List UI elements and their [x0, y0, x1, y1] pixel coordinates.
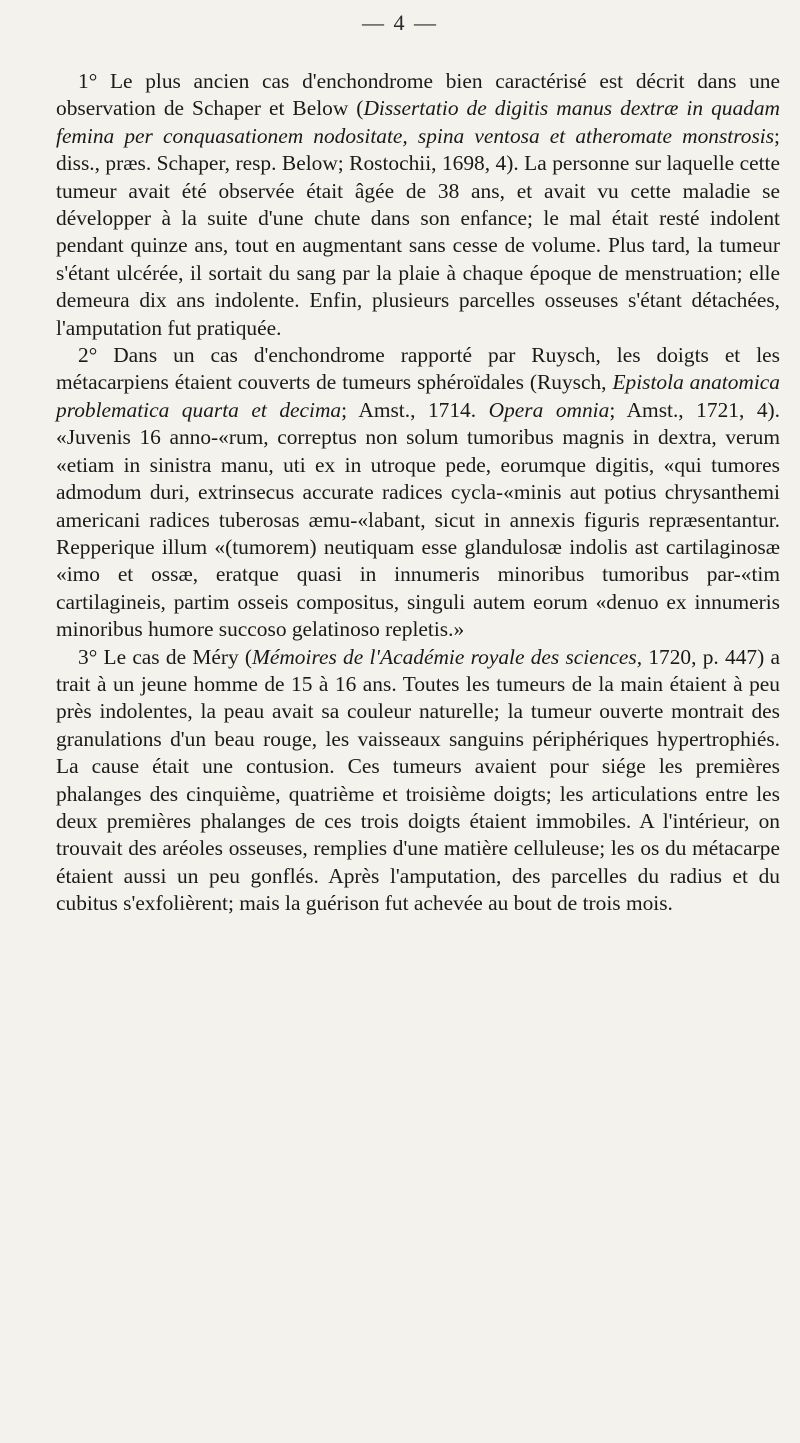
paragraph-1-segment-1: 1° Le plus ancien cas d'enchondrome bien caractérisé est décrit dans une observation de Schaper et Below ( — [56, 69, 780, 121]
paragraph-3-segment-3: 1720, p. 447) a trait à un jeune homme de 15 à 16 ans. Toutes les tumeurs de la main étaient à peu près indolentes, la peau avait sa couleur naturelle; la tumeur ouverte montrait des granulations d'un beau rouge, les vaisseaux sanguins périphériques hypertrophiés. La cause était une contusion. Ces tumeurs avaient pour siége les premières phalanges des cinquième, quatrième et troisième doigts; les articulations entre les deux premières phalanges de ces trois doigts étaient immobiles. A l'intérieur, on trouvait des aréoles osseuses, remplies d'une matière celluleuse; les os du métacarpe étaient aussi un peu gonflés. Après l'amputation, des parcelles du radius et du cubitus s'exfolièrent; mais la guérison fut achevée au bout de trois mois. — [56, 644, 780, 916]
paragraph-3-segment-1: 3° Le cas de Méry ( — [78, 644, 253, 669]
paragraph-2-segment-5: ; Amst., 1721, 4). «Juvenis 16 anno-«rum, correptus non solum tumoribus magnis in dextra, verum «etiam in sinistra manu, uti ex in utroque pede, eorumque digitis, «qui tumores admodum duri, extrinsecus accurate radices cycla-«minis aut potius chrysanthemi americani radices tuberosas æmu-«labant, sicut in annexis figuris repræsentantur. Repperique illum «(tumorem) neutiquam esse glandulosæ indolis ast cartilaginosæ «imo et ossæ, eratque quasi in innumeris minoribus tumoribus par-«tim cartilagineis, partim osseis compositus, singuli autem eorum «denuo ex innumeris minoribus humore succoso gelatinoso repletis.» — [56, 397, 781, 642]
paragraph-2-segment-3: ; Amst., 1714. — [341, 397, 489, 422]
paragraph-2-title-italic: Epistola anatomica problematica quarta et decima — [56, 370, 780, 422]
paragraph-2 — [56, 342, 780, 643]
paragraph-1 — [56, 68, 780, 342]
page-number: — 4 — — [362, 10, 438, 35]
paragraph-3-title-italic: Mémoires de l'Académie royale des sciences, — [252, 644, 643, 669]
page-body — [56, 68, 780, 918]
paragraph-1-title-italic: Dissertatio de digitis manus dextræ in quadam femina per conquasationem nodositate, spina ventosa et atheromate monstrosis — [56, 96, 780, 148]
paragraph-2-segment-1: 2° Dans un cas d'enchondrome rapporté par Ruysch, les doigts et les métacarpiens étaient couverts de tumeurs sphéroïdales (Ruysch, — [56, 343, 780, 395]
paragraph-1-segment-3: ; diss., præs. Schaper, resp. Below; Rostochii, 1698, 4). La personne sur laquelle cette tumeur avait été observée était âgée de 38 ans, et avait vu cette maladie se développer à la suite d'une chute dans son enfance; le mal était resté indolent pendant quinze ans, tout en augmentant sans cesse de volume. Plus tard, la tumeur s'étant ulcérée, il sortait du sang par la plaie à chaque époque de menstruation; elle demeura dix ans indolente. Enfin, plusieurs parcelles osseuses s'étant détachées, l'amputation fut pratiquée. — [56, 123, 780, 340]
paragraph-2-opera-italic: Opera omnia — [488, 397, 610, 422]
paragraph-3 — [56, 644, 780, 918]
